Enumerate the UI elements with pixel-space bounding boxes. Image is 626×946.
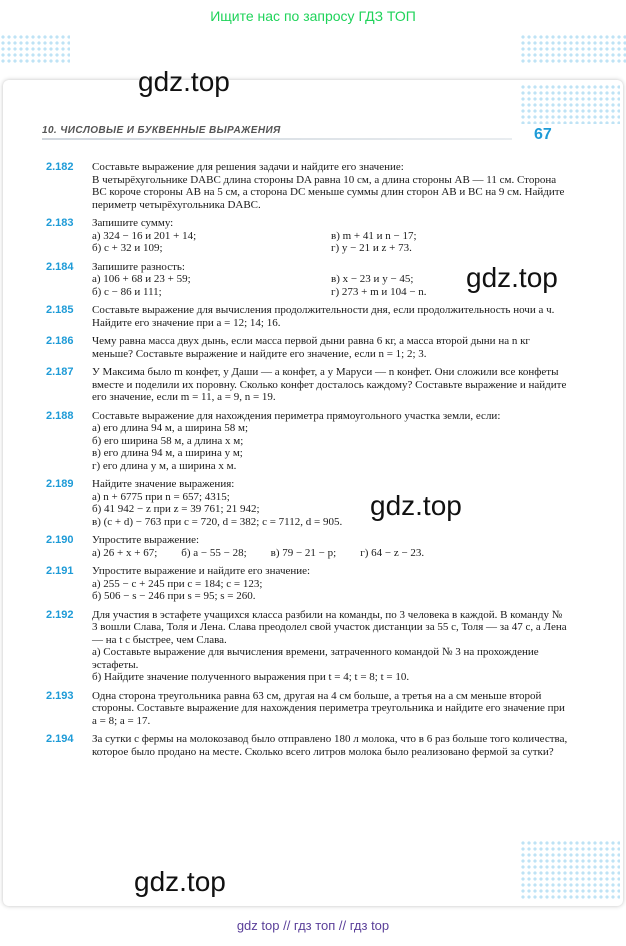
problem-item: б) c − 86 и 111; bbox=[92, 285, 162, 298]
problem-line: Для участия в эстафете учащихся класса разбили на команды, по 3 человека в каждой. В команду № 3 вошли Слава, Толя и Лена. Слава преодолел свой участок дистанции за 55 с, Толя — за 47 с, а Лена — на t с быстрее, чем Слава. bbox=[92, 608, 567, 646]
watermark: gdz.top bbox=[466, 262, 558, 293]
problem-item: г) y − 21 и z + 73. bbox=[331, 242, 412, 254]
problem-item: б) c + 32 и 109; bbox=[92, 242, 163, 254]
problem-2.186 bbox=[46, 335, 570, 360]
problem-2.194 bbox=[46, 733, 570, 758]
decor-pattern-top-right bbox=[520, 34, 626, 64]
decor-pattern-page-right bbox=[520, 84, 620, 124]
problem-item: а) 26 + x + 67; bbox=[92, 546, 158, 559]
watermark: gdz.top bbox=[134, 866, 226, 897]
problem-number: 2.187 bbox=[46, 366, 74, 378]
problem-line: Составьте выражение для вычисления продолжительности дня, если продолжительность ночи a ч. Найдите его значение при a = 12; 14; 16. bbox=[92, 304, 555, 329]
problem-column bbox=[331, 230, 570, 255]
problem-line: Запишите сумму: bbox=[92, 217, 174, 229]
problem-2.185 bbox=[46, 304, 570, 329]
problem-number: 2.191 bbox=[46, 565, 74, 577]
problem-line: За сутки с фермы на молокозавод было отправлено 180 л молока, что в 6 раз больше того количества, которое было продано на месте. Сколько всего литров молока было реализовано фермой за сутки? bbox=[92, 733, 568, 758]
problem-line: Чему равна масса двух дынь, если масса первой дыни равна 6 кг, а масса второй дыни на n кг меньше? Составьте выражение и найдите его значение, если n = 1; 2; 3. bbox=[92, 335, 530, 360]
decor-pattern-bottom-right bbox=[520, 840, 620, 900]
problem-text bbox=[92, 217, 570, 255]
problem-line: б) Найдите значение полученного выражения при t = 4; t = 8; t = 10. bbox=[92, 671, 410, 683]
problem-item: а) 324 − 16 и 201 + 14; bbox=[92, 229, 197, 242]
problem-2.189 bbox=[46, 478, 570, 528]
watermark: gdz.top bbox=[370, 490, 462, 521]
problem-item: в) m + 41 и n − 17; bbox=[331, 229, 417, 242]
problem-text bbox=[92, 478, 570, 528]
problem-text bbox=[92, 366, 570, 404]
problem-line: Одна сторона треугольника равна 63 см, другая на 4 см больше, а третья на a см меньше второй стороны. Составьте выражение для нахождения периметра треугольника и найдите его значение при a = 8; a = 17. bbox=[92, 689, 565, 727]
problem-row bbox=[92, 547, 570, 560]
promo-banner-text: Ищите нас по запросу ГДЗ ТОП bbox=[210, 8, 416, 24]
problem-column bbox=[92, 230, 331, 255]
problem-number: 2.186 bbox=[46, 335, 74, 347]
problem-2.187 bbox=[46, 366, 570, 404]
problem-line: б) его ширина 58 м, а длина x м; bbox=[92, 434, 244, 447]
problem-text bbox=[92, 304, 570, 329]
problem-number: 2.190 bbox=[46, 534, 74, 546]
problem-2.193 bbox=[46, 690, 570, 728]
problem-item: г) 64 − z − 23. bbox=[360, 546, 425, 559]
problem-line: г) его длина y м, а ширина x м. bbox=[92, 459, 237, 472]
problem-2.191 bbox=[46, 565, 570, 603]
problem-text bbox=[92, 335, 570, 360]
problem-item: в) 79 − 21 − p; bbox=[270, 546, 337, 559]
problem-column bbox=[92, 273, 331, 298]
problem-line: Найдите значение выражения: bbox=[92, 478, 235, 490]
problem-item: а) 106 + 68 и 23 + 59; bbox=[92, 273, 191, 285]
problem-line: Запишите разность: bbox=[92, 260, 185, 273]
problem-2.182 bbox=[46, 161, 570, 211]
problem-line: б) 506 − s − 246 при s = 95; s = 260. bbox=[92, 590, 256, 602]
problem-number: 2.182 bbox=[46, 161, 74, 173]
problem-text bbox=[92, 609, 570, 684]
problem-line: Составьте выражение для решения задачи и найдите его значение: bbox=[92, 161, 404, 173]
problem-line: Упростите выражение: bbox=[92, 534, 200, 546]
problem-columns bbox=[92, 230, 570, 255]
problem-line: б) 41 942 − z при z = 39 761; 21 942; bbox=[92, 503, 260, 515]
promo-banner bbox=[0, 0, 626, 32]
problem-text bbox=[92, 534, 570, 559]
problem-2.188 bbox=[46, 410, 570, 473]
problem-2.190 bbox=[46, 534, 570, 559]
footer-links[interactable]: gdz top // гдз топ // гдз top bbox=[236, 918, 390, 933]
problem-line: а) Составьте выражение для вычисления времени, затраченного командой № 3 на прохождение эстафеты. bbox=[92, 646, 539, 671]
problem-number: 2.189 bbox=[46, 478, 74, 490]
problem-number: 2.183 bbox=[46, 217, 74, 229]
problem-number: 2.188 bbox=[46, 409, 74, 422]
problem-text bbox=[92, 161, 570, 211]
problem-item: б) a − 55 − 28; bbox=[181, 546, 247, 559]
problem-text bbox=[92, 565, 570, 603]
problem-number: 2.184 bbox=[46, 260, 74, 273]
problem-line: в) его длина 94 м, а ширина y м; bbox=[92, 447, 243, 459]
problem-item: г) 273 + m и 104 − n. bbox=[331, 285, 427, 298]
page-number: 67 bbox=[534, 126, 552, 143]
problem-line: а) n + 6775 при n = 657; 4315; bbox=[92, 490, 230, 503]
problem-line: в) (c + d) − 763 при c = 720, d = 382; c = 7112, d = 905. bbox=[92, 515, 343, 528]
problem-line: У Максима было m конфет, у Даши — a конфет, а у Маруси — n конфет. Они сложили все конфеты вместе и поделили их поровну. Сколько конфет досталось каждому? Составьте выражение и найдите его значение, если m = 11, a = 9, n = 19. bbox=[92, 366, 567, 403]
problem-number: 2.185 bbox=[46, 304, 74, 316]
problem-2.183 bbox=[46, 217, 570, 255]
problem-text bbox=[92, 733, 570, 758]
problem-item: в) x − 23 и y − 45; bbox=[331, 273, 414, 285]
problem-text bbox=[92, 690, 570, 728]
problem-line: а) его длина 94 м, а ширина 58 м; bbox=[92, 422, 249, 434]
problem-2.192 bbox=[46, 609, 570, 684]
problem-number: 2.193 bbox=[46, 689, 74, 702]
problem-line: Упростите выражение и найдите его значение: bbox=[92, 565, 311, 577]
header-rule bbox=[42, 138, 512, 140]
problem-line: В четырёхугольнике DABC длина стороны DA равна 10 см, а длина стороны AB — 11 см. Сторона BC короче стороны AB на 5 см, а сторона DC меньше суммы длин сторон AB и BC на 9 см. Найдите периметр четырёхугольника DABC. bbox=[92, 173, 565, 211]
problem-list bbox=[46, 161, 570, 764]
section-header: 10. ЧИСЛОВЫЕ И БУКВЕННЫЕ ВЫРАЖЕНИЯ bbox=[42, 125, 281, 136]
problem-text bbox=[92, 410, 570, 473]
problem-number: 2.194 bbox=[46, 733, 74, 745]
decor-pattern-top-left bbox=[0, 34, 70, 64]
problem-line: Составьте выражение для нахождения периметра прямоугольного участка земли, если: bbox=[92, 409, 501, 422]
problem-number: 2.192 bbox=[46, 608, 74, 621]
problem-line: а) 255 − c + 245 при c = 184; c = 123; bbox=[92, 577, 263, 590]
watermark: gdz.top bbox=[138, 66, 230, 97]
